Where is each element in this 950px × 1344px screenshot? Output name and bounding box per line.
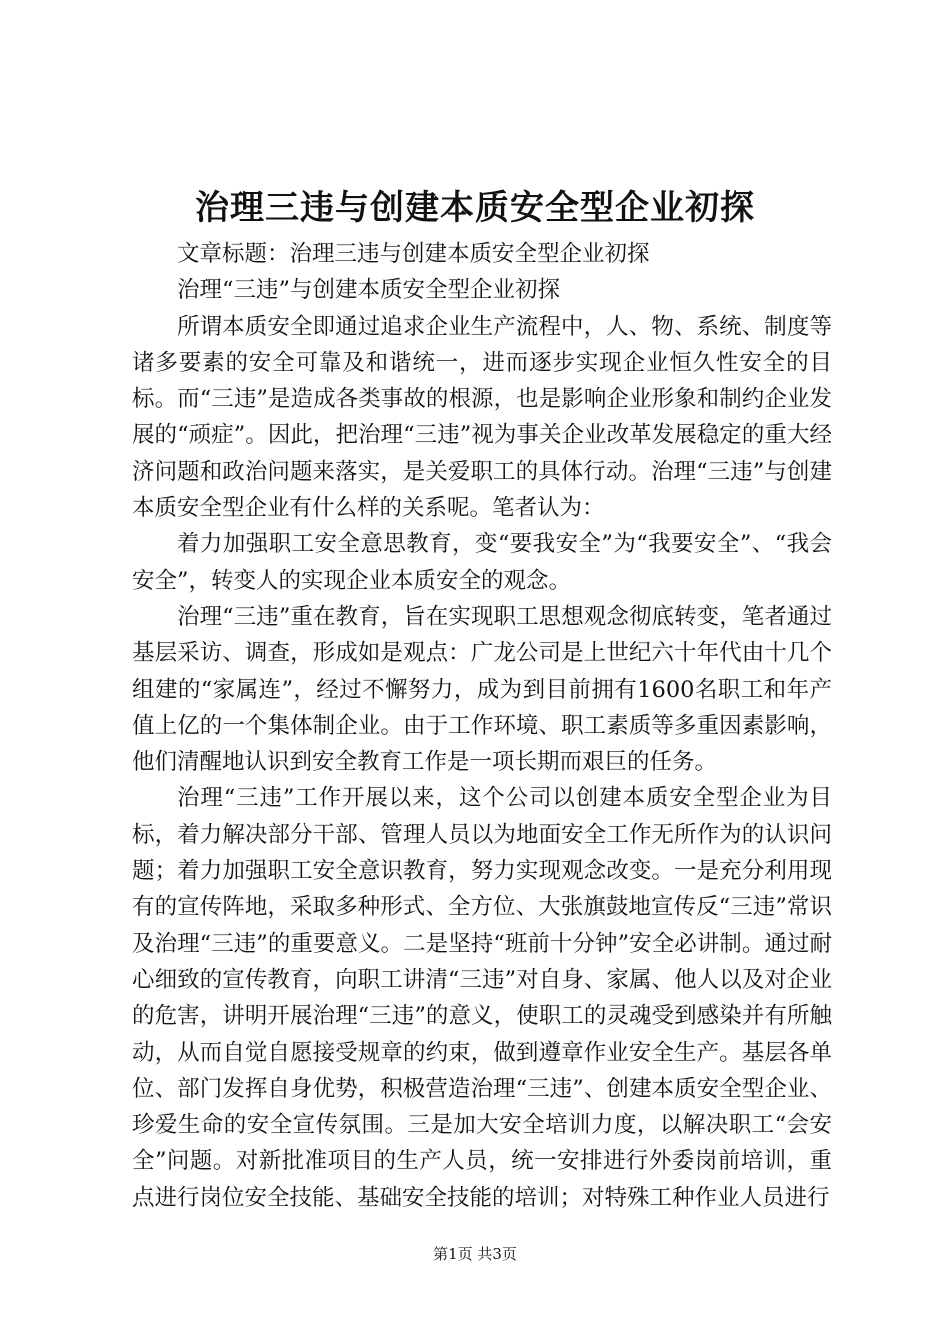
paragraph-article-title: 文章标题：治理三违与创建本质安全型企业初探 xyxy=(177,241,650,267)
paragraph-measures: 治理“三违”工作开展以来，这个公司以创建本质安全型企业为目标，着力解决部分干部、管理人员以为地面安全工作无所作为的认识问题；着力加强职工安全意识教育，努力实现观念改变。一是充分利用现有的宣传阵地，采取多种形式、全方位、大张旗鼓地宣传反“三违”常识及治理“三违”的重要意义。二是坚持“班前十分钟”安全必讲制。通过耐心细致的宣传教育，向职工讲清“三违”对自身、家属、他人以及对企业的危害，讲明开展治理“三违”的意义，使职工的灵魂受到感染并有所触动，从而自觉自愿接受规章的约束，做到遵章作业安全生产。基层各单位、部门发挥自身优势，积极营造治理“三违”、创建本质安全型企业、珍爱生命的安全宣传氛围。三是加大安全培训力度，以解决职工“会安全”问题。对新批准项目的生产人员，统一安排进行外委岗前培训，重点进行岗位安全技能、基础安全技能的培训；对特殊工种作业人员进行 xyxy=(132,785,832,1211)
paragraph-heading-education: 着力加强职工安全意思教育，变“要我安全”为“我要安全”、“我会安全”，转变人的实现企业本质安全的观念。 xyxy=(132,531,832,594)
paragraph-subtitle: 治理“三违”与创建本质安全型企业初探 xyxy=(177,277,561,304)
document-title: 治理三违与创建本质安全型企业初探 xyxy=(195,188,755,228)
paragraph-intro: 所谓本质安全即通过追求企业生产流程中，人、物、系统、制度等诸多要素的安全可靠及和谐统一，进而逐步实现企业恒久性安全的目标。而“三违”是造成各类事故的根源，也是影响企业形象和制约企业发展的“顽症”。因此，把治理“三违”视为事关企业改革发展稳定的重大经济问题和政治问题来落实，是关爱职工的具体行动。治理“三违”与创建本质安全型企业有什么样的关系呢。笔者认为： xyxy=(132,313,832,522)
paragraph-company-background: 治理“三违”重在教育，旨在实现职工思想观念彻底转变，笔者通过基层采访、调查，形成如是观点：广龙公司是上世纪六十年代由十几个组建的“家属连”，经过不懈努力，成为到目前拥有1600名职工和年产值上亿的一个集体制企业。由于工作环境、职工素质等多重因素影响，他们清醒地认识到安全教育工作是一项长期而艰巨的任务。 xyxy=(132,603,832,776)
page-footer: 第1页 共3页 xyxy=(433,1245,517,1263)
document-body xyxy=(132,236,832,1216)
